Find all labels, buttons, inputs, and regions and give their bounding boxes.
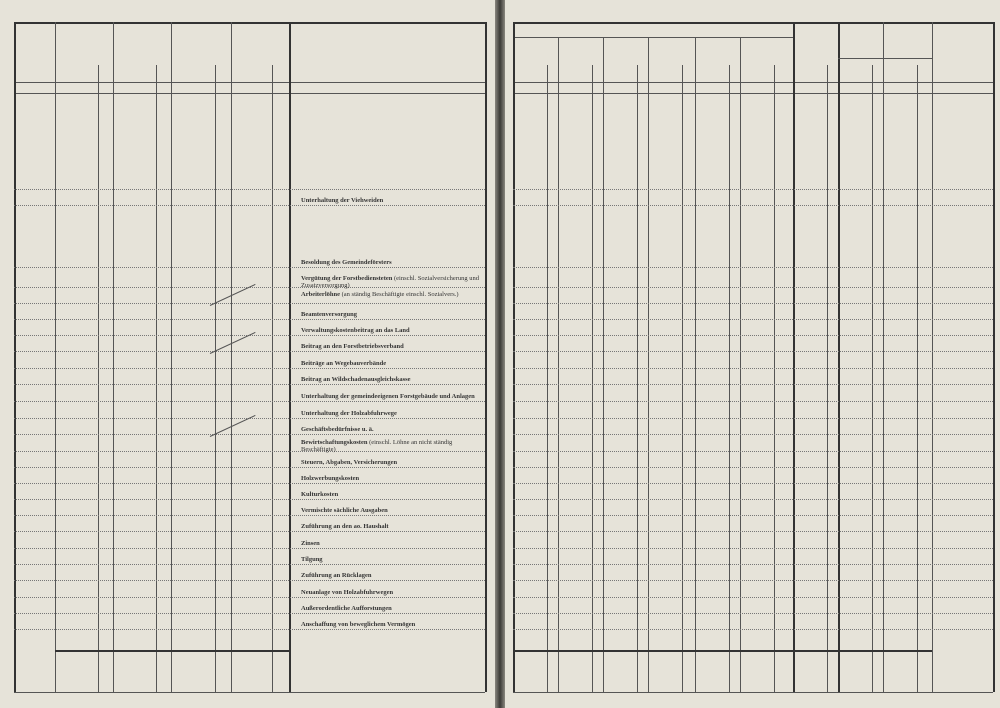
row-text: Unterhaltung der Viehweiden: [301, 197, 384, 204]
row-label: [301, 589, 486, 596]
book-gutter: [495, 0, 505, 708]
row-rule: [14, 499, 485, 500]
bottom-total-rule: [513, 650, 932, 652]
mehr-weniger-rule: [838, 58, 932, 59]
row-rule: [513, 401, 993, 402]
row-text: Neuanlage von Holzabfuhrwegen: [301, 589, 394, 596]
row-text: Zuführung an Rücklagen: [301, 572, 372, 579]
row-rule: [14, 548, 485, 549]
row-label: [301, 311, 486, 318]
row-rule: [513, 597, 993, 598]
header-rule: [14, 82, 485, 83]
row-text: Unterhaltung der Holzabfuhrwege: [301, 410, 397, 417]
row-rule: [14, 483, 485, 484]
bottom-total-rule: [55, 650, 289, 652]
row-text: Zinsen: [301, 540, 320, 547]
row-label: [301, 540, 486, 547]
column-rule: [603, 37, 604, 692]
row-text: Holzwerbungskosten: [301, 475, 360, 482]
row-rule: [14, 189, 485, 190]
column-rule: [793, 22, 795, 692]
row-subtext: (einschl. Sozialversicherung und Zusatzversorgung): [301, 275, 480, 289]
row-text: Zuführung an den ao. Haushalt: [301, 523, 389, 530]
row-rule: [513, 335, 993, 336]
row-rule: [14, 629, 485, 630]
header-rule: [513, 82, 993, 83]
row-label: [301, 360, 486, 367]
row-text: Unterhaltung der gemeindeeigenen Forstgebäude und Anlagen: [301, 393, 475, 400]
left-page: [0, 0, 495, 708]
column-rule: [932, 22, 933, 692]
row-label: [301, 475, 486, 482]
row-text: Kulturkosten: [301, 491, 339, 498]
row-text: Beitrag an Wildschadenausgleichskasse: [301, 376, 411, 383]
row-text: Außerordentliche Aufforstungen: [301, 605, 392, 612]
row-text: Geschäftsbedürfnisse u. ä.: [301, 426, 374, 433]
row-label: [301, 291, 486, 298]
row-rule: [14, 319, 485, 320]
row-rule: [513, 467, 993, 468]
row-text: Beitrag an den Forstbetriebsverband: [301, 343, 404, 350]
right-page: [505, 0, 1000, 708]
row-rule: [14, 531, 485, 532]
colnum-rule: [14, 93, 485, 94]
colnum-rule: [513, 93, 993, 94]
row-label: [301, 459, 486, 466]
row-text: Beiträge an Wegebauverbände: [301, 360, 387, 367]
row-label: [301, 556, 486, 563]
row-text: Besoldung des Gemeindeförsters: [301, 259, 392, 266]
row-rule: [14, 580, 485, 581]
row-subtext: (einschl. Löhne an nicht ständig Beschäftigte): [301, 439, 453, 453]
column-rule: [513, 22, 515, 692]
row-label: [301, 343, 486, 350]
mehr-weniger-split: [883, 58, 884, 82]
table-top-rule: [14, 22, 485, 24]
row-rule: [14, 351, 485, 352]
row-label: [301, 259, 486, 266]
row-rule: [513, 351, 993, 352]
row-label: [301, 327, 486, 334]
row-rule: [513, 515, 993, 516]
row-text: Verwaltungskostenbeitrag an das Land: [301, 327, 410, 334]
column-rule: [558, 37, 559, 692]
column-rule: [883, 22, 884, 692]
column-rule: [289, 22, 291, 692]
row-rule: [513, 368, 993, 369]
column-rule: [838, 22, 840, 692]
row-label: [301, 439, 486, 453]
row-rule: [513, 483, 993, 484]
row-label: [301, 426, 486, 433]
column-rule: [993, 22, 995, 692]
row-label: [301, 491, 486, 498]
row-text: Bewirtschaftungskosten: [301, 439, 368, 446]
row-rule: [14, 515, 485, 516]
row-rule: [513, 531, 993, 532]
row-rule: [14, 401, 485, 402]
row-rule: [14, 205, 485, 206]
row-rule: [513, 205, 993, 206]
column-rule: [171, 22, 172, 692]
row-rule: [14, 303, 485, 304]
row-rule: [14, 467, 485, 468]
row-rule: [513, 384, 993, 385]
row-label: [301, 410, 486, 417]
table-bottom-rule: [14, 692, 485, 693]
row-rule: [513, 564, 993, 565]
row-rule: [14, 597, 485, 598]
row-rule: [513, 267, 993, 268]
row-label: [301, 621, 486, 628]
row-rule: [513, 418, 993, 419]
row-text: Tilgung: [301, 556, 323, 563]
column-rule: [14, 22, 16, 692]
row-rule: [513, 629, 993, 630]
row-label: [301, 605, 486, 612]
row-label: [301, 523, 486, 530]
column-rule: [55, 22, 56, 692]
row-text: Vermischte sächliche Ausgaben: [301, 507, 388, 514]
column-rule: [740, 37, 741, 692]
row-rule: [14, 267, 485, 268]
row-text: Vergütung der Forstbediensteten: [301, 275, 393, 282]
table-top-rule: [513, 22, 993, 24]
row-label: [301, 393, 486, 400]
column-rule: [113, 22, 114, 692]
row-rule: [513, 189, 993, 190]
row-text: Beamtenversorgung: [301, 311, 357, 318]
row-text: Anschaffung von beweglichem Vermögen: [301, 621, 416, 628]
column-rule: [648, 37, 649, 692]
row-rule: [513, 548, 993, 549]
row-rule: [513, 319, 993, 320]
row-text: Steuern, Abgaben, Versicherungen: [301, 459, 398, 466]
column-rule: [695, 37, 696, 692]
row-rule: [14, 434, 485, 435]
row-rule: [14, 368, 485, 369]
row-label: [301, 572, 486, 579]
row-subtext: (an ständig Beschäftigte einschl. Sozialvers.): [340, 291, 459, 298]
row-text: Arbeiterlöhne: [301, 291, 340, 298]
row-label: [301, 275, 486, 289]
row-label: [301, 376, 486, 383]
row-rule: [513, 303, 993, 304]
row-rule: [14, 384, 485, 385]
row-rule: [513, 499, 993, 500]
row-rule: [513, 434, 993, 435]
ist-title-rule: [513, 37, 793, 38]
row-rule: [513, 451, 993, 452]
row-rule: [14, 613, 485, 614]
row-label: [301, 507, 486, 514]
row-rule: [513, 580, 993, 581]
row-rule: [513, 287, 993, 288]
row-label: [301, 197, 486, 204]
row-rule: [513, 613, 993, 614]
table-bottom-rule: [513, 692, 993, 693]
row-rule: [14, 564, 485, 565]
column-rule: [231, 22, 232, 692]
